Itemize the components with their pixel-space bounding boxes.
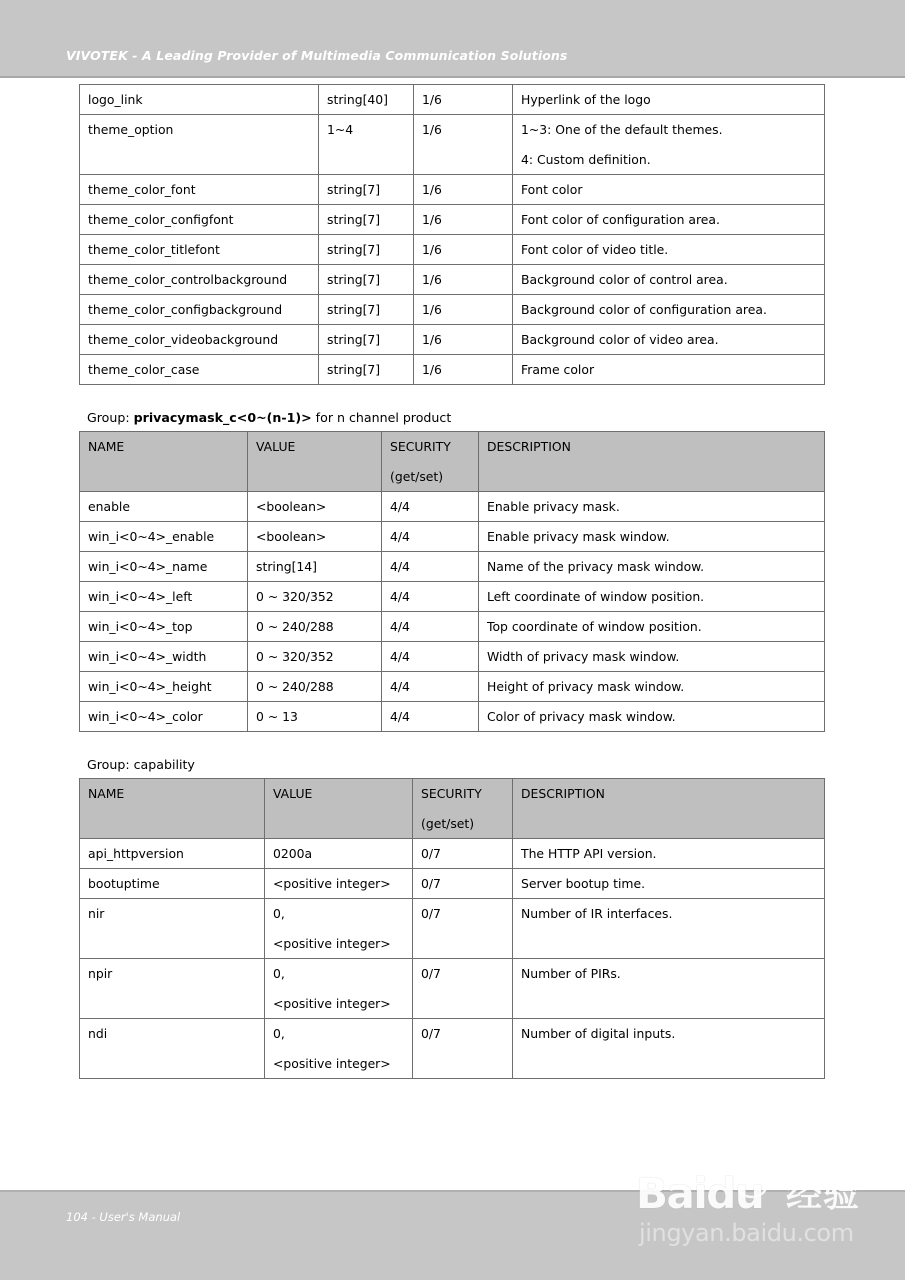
param-name-cell: theme_color_case bbox=[80, 355, 319, 385]
page-header-band bbox=[0, 0, 905, 76]
param-value-cell: string[7] bbox=[319, 175, 414, 205]
table-row bbox=[80, 492, 825, 522]
param-name-cell: theme_color_configbackground bbox=[80, 295, 319, 325]
table-row bbox=[80, 325, 825, 355]
param-value-cell: string[40] bbox=[319, 85, 414, 115]
param-value-cell: <boolean> bbox=[248, 492, 382, 522]
column-header-name: NAME bbox=[80, 432, 248, 492]
column-header-value: VALUE bbox=[265, 779, 413, 839]
param-security-cell: 1/6 bbox=[414, 115, 513, 175]
param-name-cell: theme_color_videobackground bbox=[80, 325, 319, 355]
column-header-security bbox=[382, 432, 479, 492]
param-value-cell bbox=[265, 869, 413, 899]
param-description-cell: Left coordinate of window position. bbox=[479, 582, 825, 612]
param-value-cell: string[7] bbox=[319, 235, 414, 265]
param-description-cell: Font color of configuration area. bbox=[513, 205, 825, 235]
param-description-cell: Background color of video area. bbox=[513, 325, 825, 355]
page-header-title: VIVOTEK - A Leading Provider of Multimedia Communication Solutions bbox=[66, 48, 568, 63]
param-description-cell: Background color of control area. bbox=[513, 265, 825, 295]
table-row bbox=[80, 85, 825, 115]
security-label: SECURITY bbox=[390, 439, 451, 455]
param-name-cell: win_i<0~4>_color bbox=[80, 702, 248, 732]
param-name-cell: npir bbox=[80, 959, 265, 1019]
security-sublabel: (get/set) bbox=[421, 816, 475, 832]
param-description-cell: Number of PIRs. bbox=[513, 959, 825, 1019]
value-line-1: 0, bbox=[273, 906, 285, 922]
param-name-cell: theme_color_configfont bbox=[80, 205, 319, 235]
param-name-cell: api_httpversion bbox=[80, 839, 265, 869]
security-sublabel: (get/set) bbox=[390, 469, 444, 485]
param-description-cell: Server bootup time. bbox=[513, 869, 825, 899]
param-name-cell: bootuptime bbox=[80, 869, 265, 899]
param-value-cell: 0 ~ 240/288 bbox=[248, 612, 382, 642]
param-value-cell: string[7] bbox=[319, 295, 414, 325]
param-name-cell: win_i<0~4>_name bbox=[80, 552, 248, 582]
privacymask-table-body bbox=[80, 492, 825, 732]
layout-theme-table-body bbox=[80, 85, 825, 385]
value-line-1: 0, bbox=[273, 1026, 285, 1042]
param-security-cell: 4/4 bbox=[382, 582, 479, 612]
table-row bbox=[80, 899, 825, 959]
privacymask-table bbox=[79, 431, 825, 732]
param-name-cell: win_i<0~4>_left bbox=[80, 582, 248, 612]
group-name: privacymask_c<0~(n-1)> bbox=[133, 410, 312, 426]
param-name-cell: nir bbox=[80, 899, 265, 959]
param-security-cell: 1/6 bbox=[414, 265, 513, 295]
watermark-url: jingyan.baidu.com bbox=[639, 1219, 854, 1247]
watermark-brand: Baidu bbox=[636, 1169, 764, 1218]
param-description-cell: Name of the privacy mask window. bbox=[479, 552, 825, 582]
param-value-cell bbox=[265, 899, 413, 959]
watermark-brand-cn: 经验 bbox=[786, 1174, 861, 1215]
param-security-cell: 1/6 bbox=[414, 85, 513, 115]
param-value-cell: 0 ~ 240/288 bbox=[248, 672, 382, 702]
param-security-cell: 0/7 bbox=[413, 1019, 513, 1079]
table-row bbox=[80, 582, 825, 612]
param-security-cell: 4/4 bbox=[382, 492, 479, 522]
param-description-cell bbox=[513, 85, 825, 115]
table-row bbox=[80, 1019, 825, 1079]
param-security-cell: 0/7 bbox=[413, 959, 513, 1019]
value-line-2: <positive integer> bbox=[273, 1056, 391, 1072]
column-header-security bbox=[413, 779, 513, 839]
table-row bbox=[80, 295, 825, 325]
param-name-cell: win_i<0~4>_top bbox=[80, 612, 248, 642]
column-header-name: NAME bbox=[80, 779, 265, 839]
security-label: SECURITY bbox=[421, 786, 482, 802]
capability-table-head bbox=[80, 779, 825, 839]
param-value-cell: 0 ~ 13 bbox=[248, 702, 382, 732]
param-name-cell: logo_link bbox=[80, 85, 319, 115]
param-security-cell: 4/4 bbox=[382, 612, 479, 642]
privacymask-table-head bbox=[80, 432, 825, 492]
group-heading-privacymask bbox=[87, 410, 905, 425]
description-line-1: 1~3: One of the default themes. bbox=[521, 122, 723, 138]
group-heading-capability bbox=[87, 757, 905, 772]
param-description-cell: Background color of configuration area. bbox=[513, 295, 825, 325]
param-description-cell: Enable privacy mask. bbox=[479, 492, 825, 522]
param-name-cell: win_i<0~4>_height bbox=[80, 672, 248, 702]
param-security-cell: 0/7 bbox=[413, 899, 513, 959]
description-line-1: Hyperlink of the logo bbox=[521, 92, 651, 107]
param-name-cell: enable bbox=[80, 492, 248, 522]
param-value-cell: string[7] bbox=[319, 205, 414, 235]
table-header-row bbox=[80, 432, 825, 492]
param-value-cell: <boolean> bbox=[248, 522, 382, 552]
page-content bbox=[0, 78, 905, 1079]
param-security-cell: 0/7 bbox=[413, 839, 513, 869]
param-value-cell: string[7] bbox=[319, 265, 414, 295]
param-description-cell: Number of digital inputs. bbox=[513, 1019, 825, 1079]
column-header-description: DESCRIPTION bbox=[479, 432, 825, 492]
group-label-suffix: for n channel product bbox=[311, 410, 452, 426]
param-security-cell: 4/4 bbox=[382, 642, 479, 672]
table-row bbox=[80, 552, 825, 582]
table-row bbox=[80, 235, 825, 265]
param-description-cell: Number of IR interfaces. bbox=[513, 899, 825, 959]
layout-theme-table bbox=[79, 84, 825, 385]
param-description-cell: Top coordinate of window position. bbox=[479, 612, 825, 642]
param-name-cell: win_i<0~4>_enable bbox=[80, 522, 248, 552]
param-value-cell: 1~4 bbox=[319, 115, 414, 175]
param-description-cell: Font color bbox=[513, 175, 825, 205]
param-security-cell: 1/6 bbox=[414, 175, 513, 205]
param-description-cell: The HTTP API version. bbox=[513, 839, 825, 869]
column-header-value: VALUE bbox=[248, 432, 382, 492]
table-header-row bbox=[80, 779, 825, 839]
param-security-cell: 1/6 bbox=[414, 325, 513, 355]
param-security-cell: 1/6 bbox=[414, 355, 513, 385]
param-description-cell bbox=[513, 115, 825, 175]
table-row bbox=[80, 702, 825, 732]
value-line-2: <positive integer> bbox=[273, 936, 391, 952]
value-line-1: <positive integer> bbox=[273, 876, 391, 892]
value-line-1: 0, bbox=[273, 966, 285, 982]
param-description-cell: Frame color bbox=[513, 355, 825, 385]
param-name-cell: theme_color_controlbackground bbox=[80, 265, 319, 295]
param-value-cell: 0 ~ 320/352 bbox=[248, 642, 382, 672]
table-row bbox=[80, 612, 825, 642]
table-row bbox=[80, 175, 825, 205]
table-row bbox=[80, 869, 825, 899]
table-row bbox=[80, 205, 825, 235]
param-value-cell: string[7] bbox=[319, 325, 414, 355]
footer-divider bbox=[0, 1190, 905, 1192]
table-row bbox=[80, 115, 825, 175]
param-security-cell: 1/6 bbox=[414, 295, 513, 325]
value-line-2: <positive integer> bbox=[273, 996, 391, 1012]
param-security-cell: 1/6 bbox=[414, 205, 513, 235]
param-security-cell: 4/4 bbox=[382, 672, 479, 702]
table-row bbox=[80, 265, 825, 295]
group-label-suffix: capability bbox=[133, 757, 195, 773]
param-description-cell: Font color of video title. bbox=[513, 235, 825, 265]
group-label-prefix: Group: bbox=[87, 757, 134, 773]
table-row bbox=[80, 642, 825, 672]
capability-table bbox=[79, 778, 825, 1079]
param-value-cell bbox=[265, 839, 413, 869]
param-description-cell: Enable privacy mask window. bbox=[479, 522, 825, 552]
param-security-cell: 4/4 bbox=[382, 552, 479, 582]
table-row bbox=[80, 959, 825, 1019]
param-name-cell: theme_color_font bbox=[80, 175, 319, 205]
param-security-cell: 4/4 bbox=[382, 522, 479, 552]
param-name-cell: theme_color_titlefont bbox=[80, 235, 319, 265]
param-name-cell: ndi bbox=[80, 1019, 265, 1079]
column-header-description: DESCRIPTION bbox=[513, 779, 825, 839]
param-value-cell: string[7] bbox=[319, 355, 414, 385]
param-value-cell bbox=[265, 959, 413, 1019]
param-value-cell bbox=[265, 1019, 413, 1079]
table-row bbox=[80, 355, 825, 385]
param-name-cell: theme_option bbox=[80, 115, 319, 175]
param-description-cell: Width of privacy mask window. bbox=[479, 642, 825, 672]
param-description-cell: Color of privacy mask window. bbox=[479, 702, 825, 732]
table-row bbox=[80, 522, 825, 552]
param-name-cell: win_i<0~4>_width bbox=[80, 642, 248, 672]
description-line-2: 4: Custom definition. bbox=[521, 152, 651, 168]
param-value-cell: string[14] bbox=[248, 552, 382, 582]
page-footer-band bbox=[0, 1190, 905, 1280]
table-row bbox=[80, 672, 825, 702]
page-number-label: 104 - User's Manual bbox=[66, 1210, 181, 1224]
table-row bbox=[80, 839, 825, 869]
param-description-cell: Height of privacy mask window. bbox=[479, 672, 825, 702]
param-security-cell: 0/7 bbox=[413, 869, 513, 899]
param-security-cell: 1/6 bbox=[414, 235, 513, 265]
group-label-prefix: Group: bbox=[87, 410, 134, 426]
capability-table-body bbox=[80, 839, 825, 1079]
param-value-cell: 0 ~ 320/352 bbox=[248, 582, 382, 612]
param-security-cell: 4/4 bbox=[382, 702, 479, 732]
value-line-1: 0200a bbox=[273, 846, 313, 862]
